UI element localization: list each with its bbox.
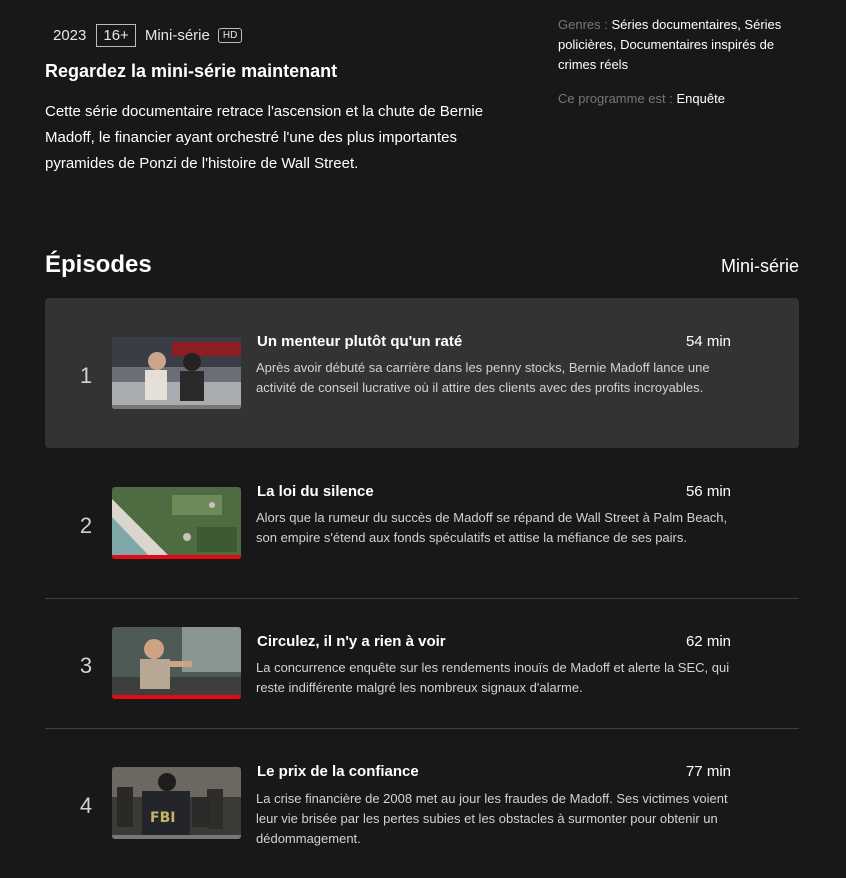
- episode-thumbnail[interactable]: [112, 627, 241, 699]
- genres-info: [558, 15, 798, 75]
- episode-number: 3: [79, 653, 93, 678]
- episode-title: Circulez, il n'y a rien à voir: [257, 633, 446, 650]
- progress-bar: [112, 695, 241, 699]
- episode-duration: 54 min: [685, 333, 731, 350]
- episode-item[interactable]: [45, 298, 799, 448]
- thumbnail-image: [112, 337, 241, 409]
- progress-bar: [112, 835, 241, 839]
- genres-label: Genres :: [558, 17, 608, 32]
- episode-duration: 62 min: [685, 633, 731, 650]
- episode-thumbnail[interactable]: [112, 767, 241, 839]
- episode-item[interactable]: [45, 728, 799, 878]
- episode-thumbnail[interactable]: [112, 337, 241, 409]
- hd-badge: HD: [218, 28, 242, 43]
- episode-item[interactable]: [45, 598, 799, 748]
- program-info: [558, 89, 798, 109]
- program-value[interactable]: Enquête: [676, 91, 725, 106]
- metadata-row: [53, 24, 242, 47]
- headline: Regardez la mini-série maintenant: [45, 61, 338, 81]
- episode-description: La crise financière de 2008 met au jour les fraudes de Madoff. Ses victimes voient leur vie brisée par les pertes subies et les obstacles à surmonter pour obtenir un dédommagement.: [256, 791, 728, 846]
- maturity-rating-badge: 16+: [96, 24, 135, 47]
- genres-value[interactable]: Séries documentaires, Séries policières, Documentaires inspirés de crimes réels: [558, 17, 782, 72]
- thumbnail-image: [112, 627, 241, 699]
- synopsis: Cette série documentaire retrace l'ascension et la chute de Bernie Madoff, le financier ayant orchestré l'une des plus importantes pyramides de Ponzi de l'histoire de Wall Street.: [45, 103, 484, 172]
- episode-title: La loi du silence: [257, 483, 374, 500]
- episode-description: Alors que la rumeur du succès de Madoff se répand de Wall Street à Palm Beach, son empire s'étend aux fonds spéculatifs et attise la méfiance de ses pairs.: [256, 510, 728, 545]
- program-label: Ce programme est :: [558, 91, 673, 106]
- episode-description: Après avoir débuté sa carrière dans les penny stocks, Bernie Madoff lance une activité de conseil lucrative où il attire des clients avec des profits incroyables.: [256, 360, 710, 395]
- episode-thumbnail[interactable]: [112, 487, 241, 559]
- episode-title: Le prix de la confiance: [257, 763, 419, 780]
- episode-number: 4: [79, 793, 93, 818]
- release-year: 2023: [53, 27, 87, 44]
- thumbnail-image: [112, 767, 241, 839]
- episodes-heading: Épisodes: [45, 251, 152, 278]
- episode-duration: 77 min: [685, 763, 731, 780]
- progress-bar: [112, 405, 241, 409]
- season-label: Mini-série: [720, 256, 799, 276]
- episode-title: Un menteur plutôt qu'un raté: [257, 333, 463, 350]
- episode-description: La concurrence enquête sur les rendements inouïs de Madoff et alerte la SEC, qui reste indifférente malgré les nombreux signaux d'alarme.: [256, 660, 730, 695]
- episode-number: 2: [79, 513, 93, 538]
- progress-bar: [112, 555, 241, 559]
- episode-duration: 56 min: [685, 483, 731, 500]
- thumbnail-image: [112, 487, 241, 559]
- episode-number: 1: [79, 363, 93, 388]
- svg-text:FBI: FBI: [150, 810, 176, 826]
- content-type: Mini-série: [144, 27, 210, 44]
- episode-item[interactable]: [45, 448, 799, 598]
